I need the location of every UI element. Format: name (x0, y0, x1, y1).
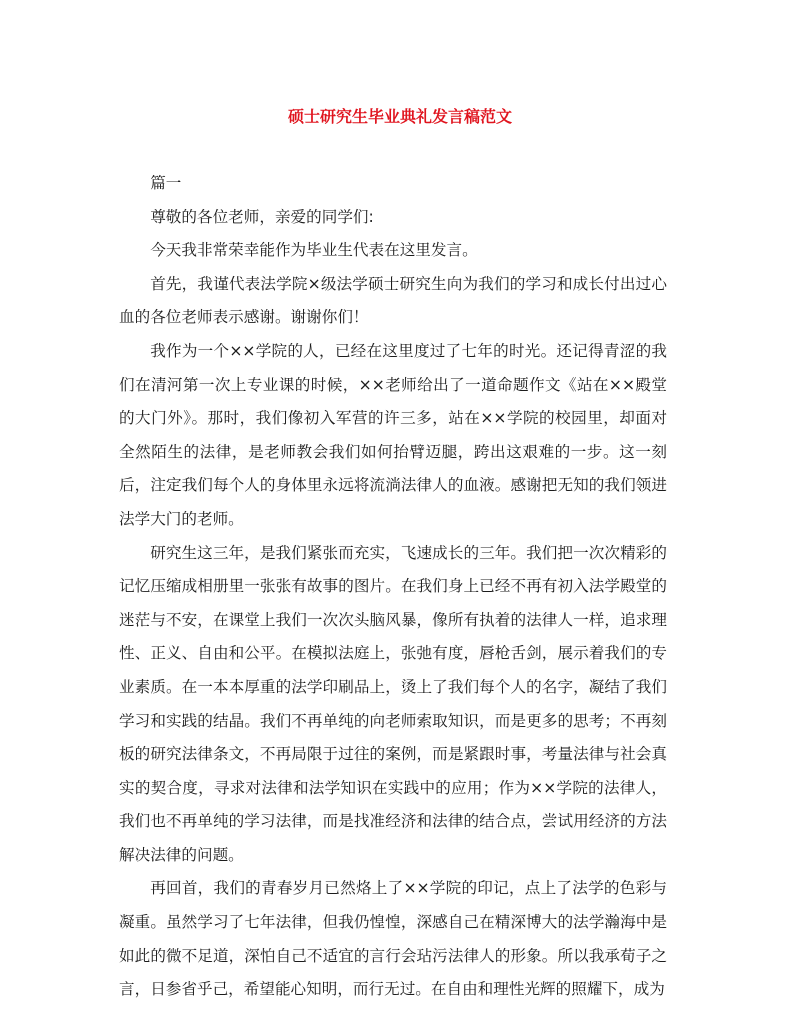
document-body (119, 167, 667, 1007)
salutation: 尊敬的各位老师，亲爱的同学们: (150, 207, 374, 226)
section-heading: 篇一 (150, 174, 182, 192)
paragraph: 再回首，我们的青春岁月已然烙上了××学院的印记，点上了法学的色彩与凝重。虽然学习了七年法律，但我仍惶惶，深感自己在精深博大的法学瀚海中是如此的微不足道，深怕自己不适宜的言行会玷污法律人的形象。所以我承荀子之言，日参省乎己，希望能心知明，而行无过。在自由和理性光辉的照耀下，成为 (119, 879, 667, 999)
document-title: 硕士研究生毕业典礼发言稿范文 (287, 107, 512, 126)
paragraph: 首先，我谨代表法学院×级法学硕士研究生向为我们的学习和成长付出过心血的各位老师表示感谢。谢谢你们！ (119, 274, 667, 327)
paragraph: 我作为一个××学院的人，已经在这里度过了七年的时光。还记得青涩的我们在清河第一次上专业课的时候，××老师给出了一道命题作文《站在××殿堂的大门外》。那时，我们像初入军营的许三多，站在××学院的校园里，却面对全然陌生的法律，是老师教会我们如何抬臂迈腿，跨出这艰难的一步。这一刻后，注定我们每个人的身体里永远将流淌法律人的血液。感谢把无知的我们领进法学大门的老师。 (119, 341, 667, 528)
paragraph: 今天我非常荣幸能作为毕业生代表在这里发言。 (150, 241, 478, 260)
paragraph: 研究生这三年，是我们紧张而充实，飞速成长的三年。我们把一次次精彩的记忆压缩成相册里一张张有故事的图片。在我们身上已经不再有初入法学殿堂的迷茫与不安，在课堂上我们一次次头脑风暴，像所有执着的法律人一样，追求理性、正义、自由和公平。在模拟法庭上，张弛有度，唇枪舌剑，展示着我们的专业素质。在一本本厚重的法学印刷品上，烫上了我们每个人的名字，凝结了我们学习和实践的结晶。我们不再单纯的向老师索取知识，而是更多的思考；不再刻板的研究法律条文，不再局限于过往的案例，而是紧跟时事，考量法律与社会真实的契合度，寻求对法律和法学知识在实践中的应用；作为××学院的法律人，我们也不再单纯的学习法律，而是找准经济和法律的结合点，尝试用经济的方法解决法律的问题。 (119, 543, 667, 864)
